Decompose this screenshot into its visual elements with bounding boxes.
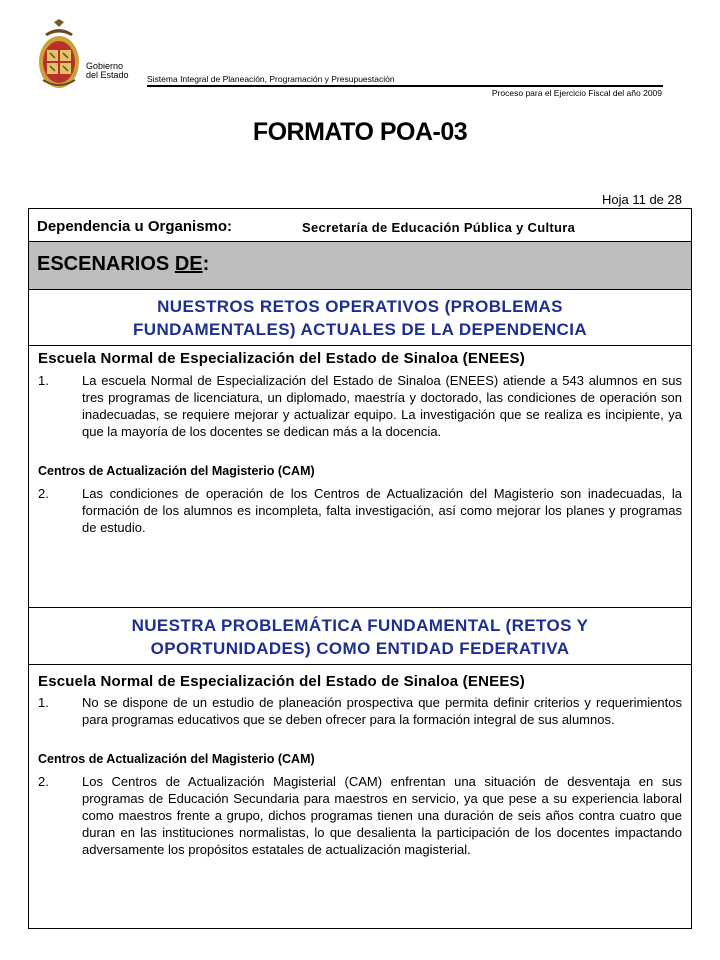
- header-divider: [147, 85, 663, 87]
- section1-heading-row: [29, 290, 691, 346]
- section2-heading-row: [29, 608, 691, 665]
- poa-table: [28, 208, 692, 929]
- government-label: Gobierno del Estado: [86, 61, 129, 80]
- institution-title: Escuela Normal de Especialización del Estado de Sinaloa (ENEES): [38, 350, 525, 367]
- institution-title: Escuela Normal de Especialización del Estado de Sinaloa (ENEES): [38, 673, 525, 690]
- institution-title: Centros de Actualización del Magisterio (CAM): [38, 464, 315, 478]
- page-title: FORMATO POA-03: [252, 118, 468, 146]
- dependencia-label: Dependencia u Organismo:: [37, 218, 233, 235]
- list-item: 1. No se dispone de un estudio de planeación prospectiva que permita definir criterios y requerimientos para programas educativos que se deben ofrecer para la formación integral de sus alumnos.: [38, 695, 682, 727]
- institution-title: Centros de Actualización del Magisterio (CAM): [38, 752, 315, 766]
- escenarios-label: ESCENARIOS DE:: [37, 253, 210, 275]
- section2-content: [38, 673, 682, 858]
- section2-content-row: [29, 665, 691, 927]
- page-number: Hoja 11 de 28: [602, 192, 682, 207]
- escenarios-row: [29, 242, 691, 290]
- dependencia-row: [29, 209, 691, 242]
- section1-content: [38, 350, 682, 536]
- section1-content-row: [29, 346, 691, 608]
- process-year: Proceso para el Ejercicio Fiscal del año 2009: [491, 88, 662, 98]
- section2-heading: NUESTRA PROBLEMÁTICA FUNDAMENTAL (RETOS Y OPORTUNIDADES) COMO ENTIDAD FEDERATIVA: [131, 616, 589, 658]
- dependencia-value: Secretaría de Educación Pública y Cultura: [302, 220, 576, 235]
- section1-heading: NUESTROS RETOS OPERATIVOS (PROBLEMAS FUNDAMENTALES) ACTUALES DE LA DEPENDENCIA: [133, 297, 587, 339]
- list-item: 1. La escuela Normal de Especialización del Estado de Sinaloa (ENEES) atiende a 543 alumnos en sus tres programas de licenciatura, un diplomado, maestría y doctorado, las condiciones de operación son inadecuadas, se requiere mejorar y actualizar equipo. La investigación que se realiza es incipiente, ya que la mayoría de los docentes se dedican más a la docencia.: [38, 373, 682, 439]
- state-seal-logo: [37, 18, 81, 94]
- system-name: Sistema Integral de Planeación, Programación y Presupuestación: [147, 74, 395, 84]
- list-item: 2. Los Centros de Actualización Magisterial (CAM) enfrentan una situación de desventaja en sus programas de Educación Secundaria para maestros en servicio, ya que pese a su experiencia laboral como maestros frente a grupo, dichos programas tienen una duración de seis años contra cuatro que duran en las instituciones normalistas, lo que desalienta la participación de los docentes impactando adversamente los propósitos estatales de actualización magisterial.: [38, 774, 682, 857]
- list-item: 2. Las condiciones de operación de los Centros de Actualización del Magisterio son inadecuadas, la formación de los alumnos es incompleta, falta investigación, así como mejorar los planes y programas de estudio.: [38, 486, 682, 535]
